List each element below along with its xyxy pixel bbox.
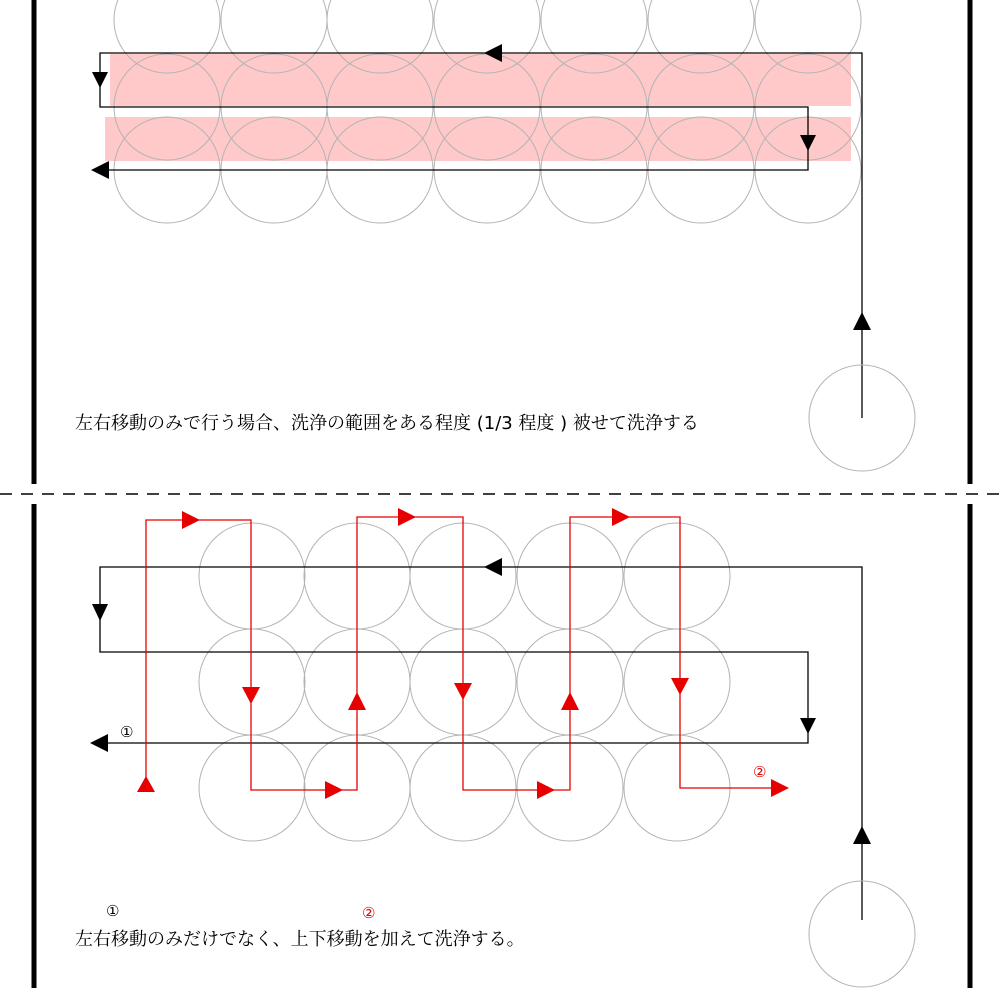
arrow-left-icon	[484, 558, 502, 576]
arrow-right-icon	[398, 508, 416, 526]
arrow-down-icon	[92, 72, 108, 88]
top-panel	[75, 0, 915, 471]
coverage-circle	[199, 523, 305, 629]
path-marker-2: ②	[753, 763, 767, 781]
caption-marker-1: ①	[106, 902, 120, 920]
arrow-left-icon	[90, 734, 108, 752]
arrow-down-icon	[800, 718, 816, 734]
arrow-right-icon	[771, 779, 789, 797]
bottom-black-path	[98, 567, 862, 920]
arrow-down-icon	[92, 604, 108, 621]
top-circle-grid	[114, 0, 861, 223]
overlap-band-upper	[110, 54, 851, 106]
arrow-up-icon	[137, 776, 155, 792]
arrow-right-icon	[612, 508, 630, 526]
top-black-path	[98, 53, 862, 418]
arrow-right-icon	[182, 511, 200, 529]
arrow-down-icon	[454, 683, 472, 700]
coverage-circle	[199, 629, 305, 735]
top-caption: 左右移動のみで行う場合、洗浄の範囲をある程度 (1/3 程度 ) 被せて洗浄する	[75, 413, 699, 434]
arrow-down-icon	[242, 687, 260, 704]
arrow-up-icon	[561, 692, 579, 710]
bottom-circle-grid	[199, 523, 730, 841]
coverage-circle	[199, 735, 305, 841]
caption-marker-2: ②	[362, 904, 376, 922]
arrow-up-icon	[853, 826, 871, 844]
arrow-up-icon	[853, 312, 871, 330]
path-marker-1: ①	[120, 723, 134, 741]
arrow-right-icon	[325, 781, 343, 799]
bottom-caption: 左右移動のみだけでなく、上下移動を加えて洗浄する。	[75, 929, 525, 950]
coverage-circle	[624, 523, 730, 629]
arrow-down-icon	[671, 678, 689, 695]
bottom-red-path	[146, 517, 780, 790]
arrow-right-icon	[537, 781, 555, 799]
bottom-panel	[75, 508, 915, 987]
arrow-up-icon	[348, 692, 366, 710]
arrow-left-icon	[91, 161, 109, 179]
